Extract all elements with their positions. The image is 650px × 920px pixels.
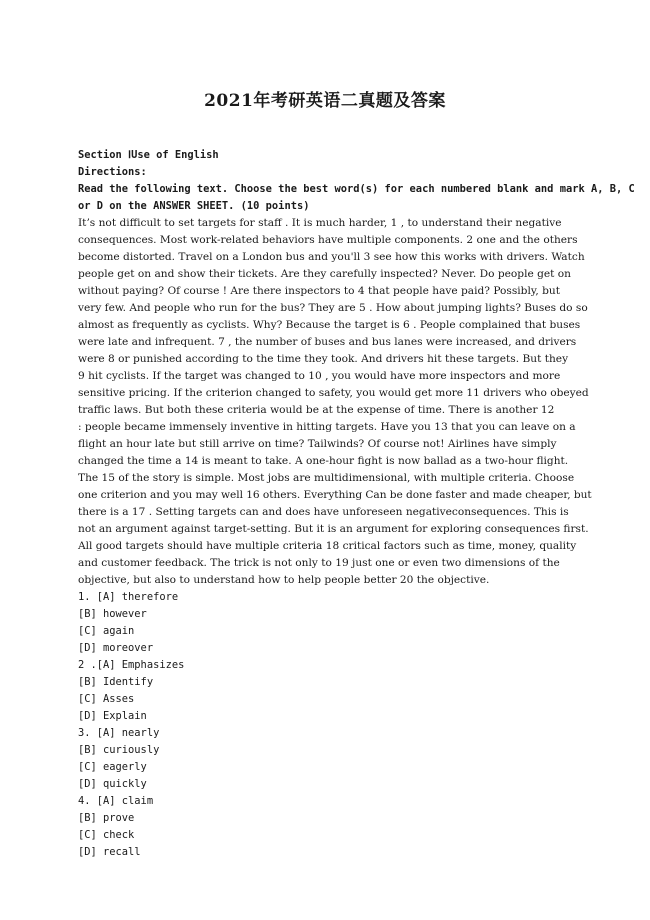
passage-line: 9 hit cyclists. If the target was changed to 10 , you would have more inspectors and more <box>78 370 561 382</box>
passage-line: and customer feedback. The trick is not only to 19 just one or even two dimensions of the <box>78 557 560 569</box>
passage <box>78 215 592 589</box>
passage-line: changed the time a 14 is meant to take. A one-hour fight is now ballad as a two-hour flight. <box>78 455 569 467</box>
passage-line: not an argument against target-setting. But it is an argument for exploring consequences first. <box>78 523 589 535</box>
answer-option: [B] prove <box>78 812 135 824</box>
passage-line: people get on and show their tickets. Are they carefully inspected? Never. Do people get on <box>78 268 571 280</box>
answer-option: [C] eagerly <box>78 761 147 773</box>
answer-option: 2 .[A] Emphasizes <box>78 659 185 671</box>
passage-line: sensitive pricing. If the criterion changed to safety, you would get more 11 drivers who obeyed <box>78 387 589 399</box>
answer-option: [B] Identify <box>78 676 154 688</box>
answer-option: [D] moreover <box>78 642 154 654</box>
passage-line: objective, but also to understand how to help people better 20 the objective. <box>78 574 490 586</box>
passage-line: consequences. Most work-related behaviors have multiple components. 2 one and the others <box>78 234 578 246</box>
instructions <box>78 181 635 215</box>
passage-line: traffic laws. But both these criteria would be at the expense of time. There is another 12 <box>78 404 555 416</box>
passage-line: were late and infrequent. 7 , the number of buses and bus lanes were increased, and drivers <box>78 336 577 348</box>
answer-option: 4. [A] claim <box>78 795 154 807</box>
answer-option: [D] quickly <box>78 778 147 790</box>
section-heading: Section ⅠUse of English <box>78 149 219 161</box>
passage-line: flight an hour late but still arrive on time? Tailwinds? Of course not! Airlines have simply <box>78 438 557 450</box>
passage-line: were 8 or punished according to the time they took. And drivers hit these targets. But they <box>78 353 569 365</box>
instruction-line: or D on the ANSWER SHEET. (10 points) <box>78 200 310 212</box>
answer-option: [C] again <box>78 625 135 637</box>
passage-line: very few. And people who run for the bus? They are 5 . How about jumping lights? Buses do so <box>78 302 588 314</box>
passage-line: without paying? Of course ! Are there inspectors to 4 that people have paid? Possibly, but <box>78 285 561 297</box>
passage-line: All good targets should have multiple criteria 18 critical factors such as time, money, quality <box>78 540 577 552</box>
passage-line: The 15 of the story is simple. Most jobs are multidimensional, with multiple criteria. Choose <box>78 472 575 484</box>
answer-option: 1. [A] therefore <box>78 591 179 603</box>
answer-option: [D] recall <box>78 846 141 858</box>
answer-option: 3. [A] nearly <box>78 727 160 739</box>
directions-label: Directions: <box>78 166 147 178</box>
answer-option: [C] Asses <box>78 693 135 705</box>
passage-line: become distorted. Travel on a London bus and you'll 3 see how this works with drivers. Watch <box>78 251 585 263</box>
options-list <box>78 589 592 861</box>
passage-line: there is a 17 . Setting targets can and does have unforeseen negativeconsequences. This is <box>78 506 569 518</box>
passage-line: almost as frequently as cyclists. Why? Because the target is 6 . People complained that buses <box>78 319 581 331</box>
answer-option: [C] check <box>78 829 135 841</box>
answer-option: [B] curiously <box>78 744 160 756</box>
answer-option: [D] Explain <box>78 710 147 722</box>
document-title: 2021年考研英语二真题及答案 <box>204 91 446 111</box>
answer-option: [B] however <box>78 608 147 620</box>
passage-line: : people became immensely inventive in hitting targets. Have you 13 that you can leave on a <box>78 421 576 433</box>
passage-line: one criterion and you may well 16 others. Everything Can be done faster and made cheaper, but <box>78 489 592 501</box>
document-body <box>78 147 635 861</box>
instruction-line: Read the following text. Choose the best word(s) for each numbered blank and mark A, B, C <box>78 183 635 195</box>
passage-line: It’s not difficult to set targets for staff . It is much harder, 1 , to understand their negative <box>78 217 562 229</box>
